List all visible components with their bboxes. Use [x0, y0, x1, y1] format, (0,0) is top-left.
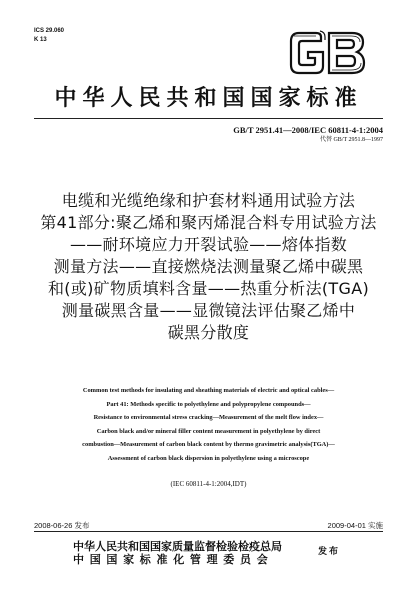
issued-label: 发布 — [318, 547, 341, 557]
chinese-title-line: 电缆和光缆绝缘和护套材料通用试验方法 — [61, 191, 356, 210]
chinese-title-line: ——耐环境应力开裂试验——熔体指数 — [69, 235, 348, 254]
publish-date: 2008-06-26 发布 — [34, 521, 90, 530]
header-divider — [34, 118, 383, 119]
chinese-title — [20, 190, 397, 344]
issuing-authority — [73, 540, 282, 566]
footer-divider — [34, 531, 383, 532]
issuer-line: 中华人民共和国国家质量监督检验检疫总局 — [73, 540, 282, 553]
issuer-line: 中国国家标准化管理委员会 — [73, 553, 274, 566]
chinese-title-line: 测量方法——直接燃烧法测量聚乙烯中碳黑 — [53, 257, 364, 276]
english-title-line: Carbon black and/or mineral filler content measurement in polyethylene by direct — [96, 427, 321, 435]
standard-number: GB/T 2951.41—2008/IEC 60811-4-1:2004 — [233, 125, 383, 135]
chinese-title-line: 测量碳黑含量——显微镜法评估聚乙烯中 — [61, 301, 356, 320]
implementation-date: 2009-04-01 实施 — [327, 521, 383, 530]
equivalence-note: (IEC 60811-4-1:2004,IDT) — [170, 480, 247, 488]
gb-logo — [288, 30, 366, 76]
english-title-line: Resistance to environmental stress cracking—Measurement of the melt flow index— — [93, 414, 324, 422]
standard-organization: 中华人民共和国国家标准 — [54, 86, 363, 111]
english-title-line: Common test methods for insulating and sheathing materials of electric and optical cables— — [82, 387, 335, 394]
chinese-title-line: 第41部分:聚乙烯和聚丙烯混合料专用试验方法 — [40, 213, 377, 232]
classification-codes — [34, 27, 64, 45]
ics-code: ICS 29.060 — [34, 28, 65, 34]
ccs-code: K 13 — [34, 37, 47, 43]
english-title — [18, 384, 399, 466]
chinese-title-line: 碳黑分散度 — [167, 323, 250, 342]
english-title-line: Part 41: Methods specific to polyethylene and polypropylene compounds— — [106, 400, 311, 408]
replaces-standard: 代替 GB/T 2951.8—1997 — [319, 137, 383, 143]
chinese-title-line: 和(或)矿物质填料含量——热重分析法(TGA) — [48, 279, 369, 298]
english-title-line: Assessment of carbon black dispersion in polyethylene using a microscope — [107, 454, 310, 462]
english-title-line: combustion—Measurement of carbon black content by thermo gravimetric analysis(TGA)— — [82, 441, 335, 449]
